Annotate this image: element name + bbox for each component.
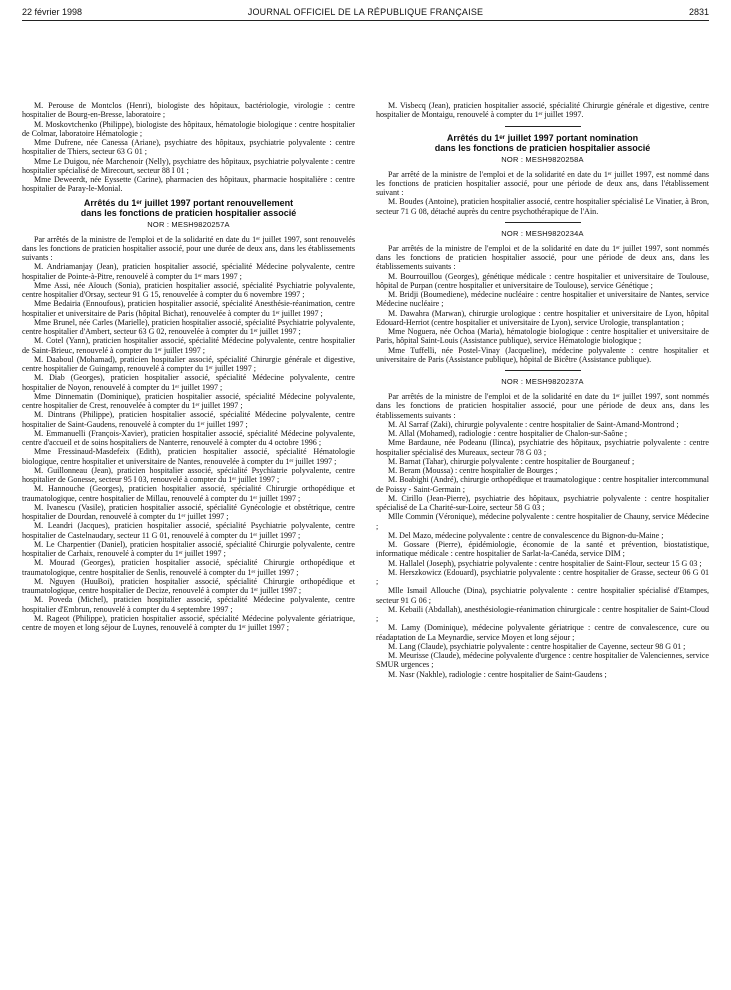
nor-reference: NOR : MESH9820237A [501, 377, 584, 386]
paragraph: M. Moskovtchenko (Philippe), biologiste des hôpitaux, hématologie biologique : centre hospitalier de Colmar, laboratoire Hématologie ; [22, 119, 355, 138]
paragraph: M. Dintrans (Philippe), praticien hospitalier associé, spécialité Médecine polyvalente, centre hospitalier de Saint-Gaudens, renouvelé à compter du 1ᵉʳ juillet 1997 ; [22, 410, 355, 429]
paragraph: M. Del Mazo, médecine polyvalente : centre de convalescence du Bignon-du-Maine ; [388, 530, 664, 540]
header-rule [22, 20, 709, 21]
section-title-line: dans les fonctions de praticien hospitalier associé [434, 142, 651, 153]
paragraph: Mme Dinnematin (Dominique), praticien hospitalier associé, spécialité Médecine polyvalente, centre hospitalier de Crest, renouvelée à compter du 1ᵉʳ juillet 1997 ; [22, 391, 355, 410]
paragraph: Mme Le Duigou, née Marchenoir (Nelly), psychiatre des hôpitaux, psychiatrie polyvalente : centre hospitalier spécialisé de Mirecourt, secteur 88 I 01 ; [22, 156, 355, 175]
paragraph: M. Lang (Claude), psychiatrie polyvalente : centre hospitalier de Cayenne, secteur 98 G 01 ; [388, 641, 686, 651]
paragraph: M. Le Charpentier (Daniel), praticien hospitalier associé, spécialité Chirurgie polyvalente, centre hospitalier de Carhaix, renouvelé à compter du 1ᵉʳ juillet 1997 ; [22, 539, 355, 558]
paragraph: M. Poveda (Michel), praticien hospitalier associé, spécialité Médecine polyvalente, centre hospitalier d'Embrun, renouvelé à compter du 4 septembre 1997 ; [22, 595, 355, 614]
paragraph: Mme Brunel, née Carles (Marielle), praticien hospitalier associé, spécialité Psychiatrie polyvalente, centre hospitalier d'Ambert, secteur 63 G 02, renouvelée à compter du 1ᵉʳ juillet 1997 ; [22, 317, 355, 336]
paragraph: M. Guillonneau (Jean), praticien hospitalier associé, spécialité Psychiatrie polyvalente, centre hospitalier de Gonesse, secteur 95 I 03, renouvelé à compter du 1ᵉʳ juillet 1997 ; [22, 465, 355, 484]
paragraph: M. Mourad (Georges), praticien hospitalier associé, spécialité Chirurgie orthopédique et traumatologique, centre hospitalier de Senlis, renouvelé à compter du 1ᵉʳ juillet 1997 ; [22, 558, 355, 577]
paragraph: M. Bridji (Boumediene), médecine nucléaire : centre hospitalier et universitaire de Nantes, service Médecine nucléaire ; [376, 290, 709, 309]
section-title-line: Arrêtés du 1ᵉʳ juillet 1997 portant renouvellement [83, 197, 294, 208]
paragraph: M. Allal (Mohamed), radiologie : centre hospitalier de Chalon-sur-Saône ; [388, 429, 628, 438]
paragraph: M. Kebaili (Abdallah), anesthésiologie-réanimation chirurgicale : centre hospitalier de Saint-Cloud ; [376, 604, 709, 623]
paragraph: M. Al Sarraf (Zaki), chirurgie polyvalente : centre hospitalier de Saint-Amand-Montrond ; [388, 419, 679, 429]
paragraph: M. Cotel (Yann), praticien hospitalier associé, spécialité Médecine polyvalente, centre hospitalier de Saint-Brieuc, renouvelé à compter du 1ᵉʳ juillet 1997 ; [22, 336, 355, 355]
paragraph: M. Emmanuelli (François-Xavier), praticien hospitalier associé, spécialité Médecine polyvalente, centre d'accueil et de soins hospitaliers de Nanterre, renouvelé à compter du 4 octobre 1996 ; [22, 428, 355, 447]
paragraph: Par arrêté de la ministre de l'emploi et de la solidarité en date du 1ᵉʳ juillet 1997, est nommé dans les fonctions de praticien hospitalier associé, pour une période de deux ans, dans l'établissement suivant : [376, 169, 709, 197]
paragraph: Mme Tuffelli, née Postel-Vinay (Jacqueline), médecine polyvalente : centre hospitalier et universitaire de Paris (Assistance publique), hôpital de Bicêtre (Assistance publique). [376, 345, 709, 364]
paragraph: M. Boabighi (André), chirurgie orthopédique et traumatologique : centre hospitalier intercommunal de Poissy - Saint-Germain ; [376, 475, 709, 494]
paragraph: M. Meurisse (Claude), médecine polyvalente d'urgence : centre hospitalier de Valenciennes, service SMUR urgences ; [376, 651, 709, 670]
right-intro [376, 101, 709, 120]
paragraph: M. Visbecq (Jean), praticien hospitalier associé, spécialité Chirurgie générale et digestive, centre hospitalier de Montaigu, renouvelé à compter du 1ᵉʳ juillet 1997. [376, 101, 709, 120]
paragraph: M. Diab (Georges), praticien hospitalier associé, spécialité Médecine polyvalente, centre hospitalier de Noyon, renouvelé à compter du 1ᵉʳ juillet 1997 ; [22, 373, 355, 392]
paragraph: M. Hannouche (Georges), praticien hospitalier associé, spécialité Chirurgie orthopédique et traumatologique, centre hospitalier de Millau, renouvelé à compter du 1ᵉʳ juillet 1997 ; [22, 484, 355, 503]
paragraph: Mme Deweerdt, née Eyssette (Carine), pharmacien des hôpitaux, pharmacie hospitalière : centre hospitalier de Paray-le-Monial. [22, 175, 355, 194]
paragraph: M. Boudes (Antoine), praticien hospitalier associé, centre hospitalier spécialisé Le Vinatier, à Bron, secteur 71 G 08, détaché auprès du centre psychothérapique de l'Ain. [376, 197, 709, 216]
paragraph: Mme Bedairia (Ennoufous), praticien hospitalier associé, spécialité Anesthésie-réanimation, centre hospitalier et universitaire de Paris (hôpital Bichat), renouvelée à compter du 1ᵉʳ juillet 1997 ; [22, 299, 355, 318]
section-title-line: Arrêtés du 1ᵉʳ juillet 1997 portant nomination [446, 132, 639, 143]
section-title-nomination [376, 133, 709, 153]
paragraph: Mme Bardaune, née Podeanu (Ilinca), psychiatrie des hôpitaux, psychiatrie polyvalente : centre hospitalier spécialisé des Mureaux, secteur 78 G 03 ; [376, 438, 709, 457]
paragraph: M. Herszkowicz (Edouard), psychiatrie polyvalente : centre hospitalier de Grasse, secteur 06 G 01 ; [376, 567, 709, 586]
left-intro [22, 101, 355, 194]
page-number: 2831 [688, 7, 709, 17]
separator-rule [505, 126, 581, 127]
paragraph: Par arrêtés de la ministre de l'emploi et de la solidarité en date du 1ᵉʳ juillet 1997, sont nommés dans les fonctions de praticien hospitalier associé, pour une période de deux ans, dans les établissements suivants : [376, 392, 709, 420]
section-title-line: dans les fonctions de praticien hospitalier associé [80, 207, 297, 218]
paragraph: M. Bourrouillou (Georges), génétique médicale : centre hospitalier et universitaire de Toulouse, hôpital de Purpan (centre hospitalier et universitaire de Toulouse), service Génétique ; [376, 271, 709, 290]
journal-title: JOURNAL OFFICIEL DE LA RÉPUBLIQUE FRANÇAISE [247, 7, 484, 17]
page-header [22, 7, 709, 21]
right-column [376, 101, 709, 679]
section1-items [376, 170, 709, 216]
section2-items [376, 244, 709, 364]
paragraph: M. Rageot (Philippe), praticien hospitalier associé, spécialité Médecine polyvalente gériatrique, centre de moyen et long séjour de Luynes, renouvelé à compter du 1ᵉʳ juillet 1997 ; [22, 613, 355, 632]
paragraph: M. Andriamanjay (Jean), praticien hospitalier associé, spécialité Médecine polyvalente, centre hospitalier de Pointe-à-Pitre, renouvelé à compter du 1ᵉʳ mars 1997 ; [22, 262, 355, 281]
header-date: 22 février 1998 [22, 7, 83, 17]
paragraph: M. Perouse de Montclos (Henri), biologiste des hôpitaux, bactériologie, virologie : centre hospitalier de Bourg-en-Bresse, laboratoire ; [22, 101, 355, 120]
paragraph: Mlle Ismail Allouche (Dina), psychiatrie polyvalente : centre hospitalier spécialisé d'Etampes, secteur 91 G 06 ; [376, 586, 709, 605]
nor-reference: NOR : MESH9820234A [501, 228, 584, 238]
paragraph: Mme Fressinaud-Masdefeix (Edith), praticien hospitalier associé, spécialité Hématologie biologique, centre hospitalier et universitaire de Nantes, renouvelée à compter du 1ᵉʳ juillet 1997 ; [22, 447, 355, 466]
paragraph: M. Barnat (Tahar), chirurgie polyvalente : centre hospitalier de Bourganeuf ; [388, 456, 635, 466]
paragraph: M. Nasr (Nakhle), radiologie : centre hospitalier de Saint-Gaudens ; [388, 669, 607, 679]
section-title-renouvellement [22, 198, 355, 218]
paragraph: M. Cirillo (Jean-Pierre), psychiatrie des hôpitaux, psychiatrie polyvalente : centre hospitalier spécialisé de La Charité-sur-Loire, secteur 58 G 03 ; [376, 493, 709, 512]
paragraph: M. Nguyen (HuuBoi), praticien hospitalier associé, spécialité Chirurgie orthopédique et traumatologique, centre hospitalier de Decize, renouvelé à compter du 1ᵉʳ juillet 1997 ; [22, 576, 355, 595]
left-items [22, 235, 355, 633]
separator-rule [505, 222, 581, 223]
paragraph: M. Dawahra (Marwan), chirurgie urologique : centre hospitalier et universitaire de Lyon, hôpital Edouard-Herriot (centre hospitalier et universitaire de Lyon), service Urologie, transplantation ; [376, 308, 709, 327]
paragraph: M. Gossare (Pierre), épidémiologie, économie de la santé et prévention, biostatistique, informatique médicale : centre hospitalier de Sarlat-la-Canéda, service DIM ; [376, 540, 709, 559]
paragraph: Mme Dufrene, née Canessa (Ariane), psychiatre des hôpitaux, psychiatrie polyvalente : centre hospitalier de Thiers, secteur 63 G 01 ; [22, 138, 355, 157]
paragraph: Par arrêtés de la ministre de l'emploi et de la solidarité en date du 1ᵉʳ juillet 1997, sont nommés dans les fonctions de praticien hospitalier associé, pour une période de deux ans, dans les établissements suivants : [376, 243, 709, 272]
paragraph: Mme Assi, née Aïouch (Sonia), praticien hospitalier associé, spécialité Psychiatrie polyvalente, centre hospitalier d'Orsay, secteur 91 G 15, renouvelée à compter du 6 novembre 1997 ; [22, 280, 355, 299]
paragraph: M. Daaboul (Mohamad), praticien hospitalier associé, spécialité Chirurgie générale et digestive, centre hospitalier de Guingamp, renouvelé à compter du 1ᵉʳ juillet 1997 ; [22, 354, 355, 373]
paragraph: Mlle Commin (Véronique), médecine polyvalente : centre hospitalier de Chauny, service Médecine ; [376, 512, 709, 531]
paragraph: M. Ivanescu (Vasile), praticien hospitalier associé, spécialité Gynécologie et obstétrique, centre hospitalier de Dourdan, renouvelé à compter du 1ᵉʳ juillet 1997 ; [22, 502, 355, 521]
paragraph: M. Lamy (Dominique), médecine polyvalente gériatrique : centre de convalescence, cure ou réadaptation de La Meynardie, service Moyen et long séjour ; [376, 623, 709, 642]
paragraph: M. Hallalel (Joseph), psychiatrie polyvalente : centre hospitalier de Saint-Flour, secteur 15 G 03 ; [388, 558, 702, 568]
nor-reference: NOR : MESH9820258A [501, 154, 584, 164]
section3-items [376, 392, 709, 679]
left-column [22, 101, 355, 632]
paragraph: M. Beram (Moussa) : centre hospitalier de Bourges ; [388, 466, 558, 475]
paragraph: Mme Noguera, née Ochoa (Maria), hématologie biologique : centre hospitalier et universitaire de Paris, hôpital Saint-Louis (Assistance publique), service Hématologie biologique ; [376, 327, 709, 346]
paragraph: M. Leandri (Jacques), praticien hospitalier associé, spécialité Psychiatrie polyvalente, centre hospitalier de Castelnaudary, secteur 11 G 01, renouvelé à compter du 1ᵉʳ juillet 1997 ; [22, 521, 355, 540]
paragraph: Par arrêtés de la ministre de l'emploi et de la solidarité en date du 1ᵉʳ juillet 1997, sont renouvelés dans les fonctions de praticien hospitalier associé, pour une durée de deux ans, dans les établissements suivants : [22, 234, 355, 262]
separator-rule [505, 370, 581, 371]
nor-reference: NOR : MESH9820257A [147, 219, 230, 229]
